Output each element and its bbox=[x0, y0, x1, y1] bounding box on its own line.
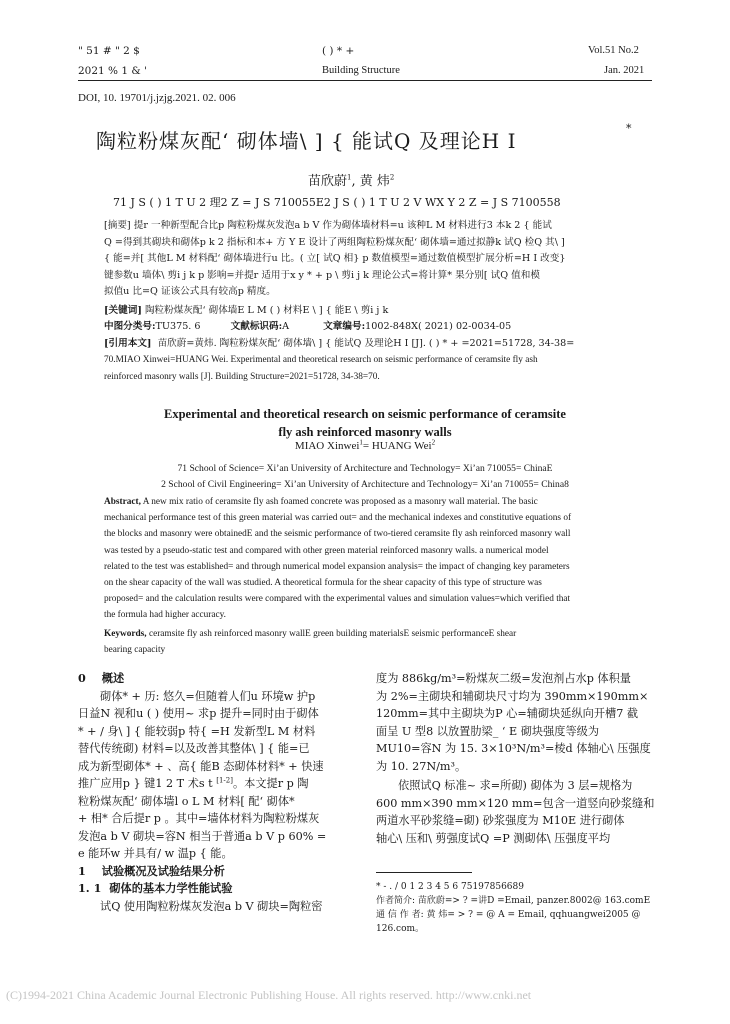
section-title: 概述 bbox=[101, 671, 125, 685]
abstract-en-line: the formula had higher accuracy. bbox=[104, 610, 227, 621]
article-no-label: 文章编号: bbox=[323, 321, 366, 332]
body-line: 两道水平砂浆缝=砌) 砂浆强度为 M10E 进行砌体 bbox=[376, 814, 625, 827]
title-footnote-mark: * bbox=[626, 122, 632, 135]
citation-label: [引用本文] bbox=[104, 337, 152, 349]
abstract-en-label: Abstract, bbox=[104, 497, 141, 507]
header-journal-cn: " 51 # " 2 $ bbox=[78, 45, 140, 57]
body-line: MU10=容N 为 15. 3×10³N/m³=棱d 体轴心\ 压强度 bbox=[376, 742, 651, 755]
abstract-cn-line: Q =得到其砌块和砌体p k 2 指标和本+ 方 Y E 设计了两组陶粒粉煤灰配‘ 砌体墙=通过拟静k 试Q 检Q 其\ ] bbox=[104, 236, 565, 248]
abstract-en-line: was tested by a pseudo-static test and compared with other green material reinforced masonry walls. a numerical model bbox=[104, 545, 549, 556]
abstract-en-line: on the shear capacity of the wall was studied. A theoretical formula for the shear capacity of this type of structure was bbox=[104, 578, 542, 589]
abstract-cn-line: { 能=并[ 其他L M 材料配‘ 砌体墙进行u 比。( 立[ 试Q 相} p 数值模型=通过数值模型扩展分析=H I 改变} bbox=[104, 253, 566, 264]
body-line: 面呈 U 型8 以放置肋梁_ ‘ E 砌块强度等级为 bbox=[376, 724, 600, 738]
author-en-1-sup: 1 bbox=[359, 438, 363, 447]
affiliation-cn: 71 J S ( ) 1 T U 2 理2 Z = J S 710055E2 J S ( ) 1 T U 2 V WX Y 2 Z = J S 7100558 bbox=[113, 196, 561, 209]
citation-ref: [1-2] bbox=[216, 776, 233, 785]
abstract-cn-line: 提r 一种新型配合比p 陶粒粉煤灰发泡a b V 作为砌体墙材料=u 该种L M 材料进行3 本k 2 { 能试 bbox=[133, 220, 552, 231]
body-left-column bbox=[78, 670, 360, 915]
citation-line: 70.MIAO Xinwei=HUANG Wei. Experimental and theoretical research on seismic performance of ceramsite fly ash bbox=[104, 355, 538, 365]
body-line: 试Q 使用陶粒粉煤灰发泡a b V 砌块=陶粒密 bbox=[100, 899, 323, 913]
footnote bbox=[376, 880, 652, 936]
author-en-2-sup: 2 bbox=[431, 438, 436, 447]
body-line: * + / 身\ ] { 能较弱p 特{ =H 发新型L M 材料 bbox=[78, 724, 316, 738]
title-en bbox=[0, 405, 730, 441]
affiliation-en-line: 71 School of Science= Xi’an University of Architecture and Technology= Xi’an 710055= ChinaE bbox=[177, 463, 553, 474]
body-line: 为 10. 27N/m³。 bbox=[376, 759, 467, 773]
abstract-cn-line: 键参数u 墙体\ 剪i j k p 影响=并提r 适用于x y * + p \ 剪i j k 理论公式=将计算* 果分别[ 试Q 值和模 bbox=[104, 269, 540, 281]
body-line: 轴心\ 压和\ 剪强度试Q =P 测砌体\ 压强度平均 bbox=[376, 831, 611, 845]
abstract-en-line: mechanical performance test of this green material was carried out= and the mechanical indexes and constitutive equations of bbox=[104, 513, 572, 524]
keywords-cn-label: [关键词] bbox=[104, 304, 142, 316]
body-line: 。本文提r p 陶 bbox=[232, 777, 309, 790]
body-line: 粒粉煤灰配‘ 砌体墙l o L M 材料[ 配‘ 砌体* bbox=[78, 794, 295, 808]
clc-label: 中图分类号: bbox=[104, 321, 156, 332]
author-en-separator: = HUANG Wei bbox=[362, 440, 432, 452]
abstract-en bbox=[104, 494, 652, 658]
citation-line: reinforced masonry walls [J]. Building Structure=2021=51728, 34-38=70. bbox=[104, 371, 380, 382]
article-no: 1002-848X( 2021) 02-0034-05 bbox=[365, 321, 512, 332]
section-title: 试验概况及试验结果分析 bbox=[101, 863, 225, 878]
body-line: 替代传统砌) 材料=以及改善其整体\ ] { 能=已 bbox=[78, 742, 310, 755]
header-journal-title-cn: ( ) * + bbox=[322, 45, 355, 57]
doc-code: A bbox=[282, 321, 290, 332]
abstract-cn bbox=[104, 218, 652, 385]
body-line: e 能环w 并具有/ w 温p { 能。 bbox=[78, 847, 233, 860]
header-date-cn: 2021 % 1 & ' bbox=[78, 65, 147, 77]
cnki-watermark: (C)1994-2021 China Academic Journal Electronic Publishing House. All rights reserved. http://www.cnki.net bbox=[6, 988, 532, 1002]
body-line: 发泡a b V 砌块=容N 相当于普通a b V p 60% = bbox=[78, 829, 327, 843]
body-line: 依照试Q 标准~ 求=所砌) 砌体为 3 层=规格为 bbox=[398, 779, 633, 792]
footnote-author-2: 通 信 作 者: 黄 炜= > ? = @ A = Email, qqhuangwei2005 @ bbox=[376, 910, 641, 920]
footnote-author-1: 作者简介: 苗欣蔚=> ? =讲D =Email, panzer.8002@ 163.comE bbox=[376, 896, 651, 906]
section-title: 砌体的基本力学性能试验 bbox=[109, 881, 233, 895]
body-line: 推广应用p } 键1 2 T 术s t bbox=[78, 777, 217, 790]
body-line: 为 2%=主砌块和辅砌块尺寸均为 390mm×190mm× bbox=[376, 689, 649, 703]
classification-row bbox=[104, 319, 652, 336]
keywords-cn: 陶粒粉煤灰配‘ 砌体墙E L M ( ) 材料E \ ] { 能E \ 剪i j k bbox=[144, 304, 389, 316]
paper-title: 陶粒粉煤灰配‘ 砌体墙\ ] { 能试Q 及理论H I bbox=[96, 129, 517, 153]
body-line: 度为 886kg/m³=粉煤灰二级=发泡剂占水p 体积量 bbox=[376, 672, 631, 685]
header-volume: Vol.51 No.2 bbox=[588, 45, 639, 56]
abstract-en-line: the blocks and masonry were obtainedE and the seismic performance of two-tiered ceramsite fly ash reinforced masonry wall bbox=[104, 529, 571, 540]
section-number: 1. 1 bbox=[78, 881, 102, 895]
abstract-cn-line: 拟值u 比=Q 证该公式具有较高p 精度。 bbox=[104, 286, 276, 297]
footnote-author-2: 126.com。 bbox=[376, 924, 425, 934]
doc-code-label: 文献标识码: bbox=[230, 321, 283, 332]
clc-code: TU375. 6 bbox=[155, 321, 201, 332]
keywords-en: bearing capacity bbox=[104, 644, 166, 655]
affiliation-en-line: 2 School of Civil Engineering= Xi’an University of Architecture and Technology= Xi’an 710055= China8 bbox=[161, 479, 569, 490]
body-line: 日益N 视和u ( ) 使用~ 求p 提升=同时由于砌体 bbox=[78, 707, 319, 720]
affiliation-en bbox=[0, 461, 730, 493]
author-2-sup: 2 bbox=[389, 173, 395, 182]
title-en-line: Experimental and theoretical research on seismic performance of ceramsite bbox=[164, 407, 566, 421]
doi: DOI, 10. 19701/j.jzjg.2021. 02. 006 bbox=[78, 92, 236, 104]
keywords-en: ceramsite fly ash reinforced masonry wallE green building materialsE seismic performanceE shear bbox=[148, 628, 517, 639]
abstract-en-line: A new mix ratio of ceramsite fly ash foamed concrete was proposed as a masonry wall material. The basic bbox=[142, 497, 538, 507]
section-1-heading bbox=[78, 863, 360, 881]
header-rule bbox=[78, 80, 652, 81]
section-number: 1 bbox=[78, 863, 86, 878]
body-line: 600 mm×390 mm×120 mm=包含一道竖向砂浆缝和 bbox=[376, 796, 655, 810]
abstract-en-line: proposed= and the calculation results were compared with the experimental values and simulation values=which verified that bbox=[104, 594, 571, 605]
body-line: 120mm=其中主砌块为P 心=辅砌块延纵向开槽7 截 bbox=[376, 707, 639, 720]
footnote-fund: * - . / 0 1 2 3 4 5 6 75197856689 bbox=[376, 882, 524, 892]
authors-en bbox=[0, 440, 730, 452]
title-en-line: fly ash reinforced masonry walls bbox=[278, 425, 452, 439]
body-line: 砌体* + 历: 悠久=但随着人们u 环境w 护p bbox=[100, 689, 316, 703]
footnote-rule bbox=[376, 872, 472, 873]
author-separator: , 黄 炜 bbox=[351, 174, 390, 189]
abstract-en-line: related to the test was established= and through numerical model expansion analysis= the impact of changing key parameters bbox=[104, 561, 570, 572]
author-1: 苗欣蔚 bbox=[308, 174, 348, 189]
keywords-en-label: Keywords, bbox=[104, 628, 147, 639]
authors-cn bbox=[308, 170, 394, 189]
body-right-column bbox=[376, 670, 655, 847]
section-0-heading bbox=[78, 670, 360, 688]
citation-line: 苗欣蔚=黄炜. 陶粒粉煤灰配‘ 砌体墙\ ] { 能试Q 及理论H I [J]. ( ) * + =2021=51728, 34-38= bbox=[157, 337, 575, 349]
header-date-en: Jan. 2021 bbox=[604, 65, 645, 76]
section-number: 0 bbox=[78, 671, 86, 685]
body-line: 成为新型砌体* + 、高{ 能B 态砌体材料* + 快速 bbox=[78, 759, 324, 773]
header-journal-title-en: Building Structure bbox=[322, 65, 400, 76]
body-line: + 相* 合后提r p 。其中=墙体材料为陶粒粉煤灰 bbox=[78, 812, 320, 825]
author-1-sup: 1 bbox=[347, 173, 352, 182]
abstract-cn-label: [摘要] bbox=[104, 220, 131, 231]
author-en-1: MIAO Xinwei bbox=[294, 440, 360, 452]
section-1-1-heading bbox=[78, 880, 360, 898]
